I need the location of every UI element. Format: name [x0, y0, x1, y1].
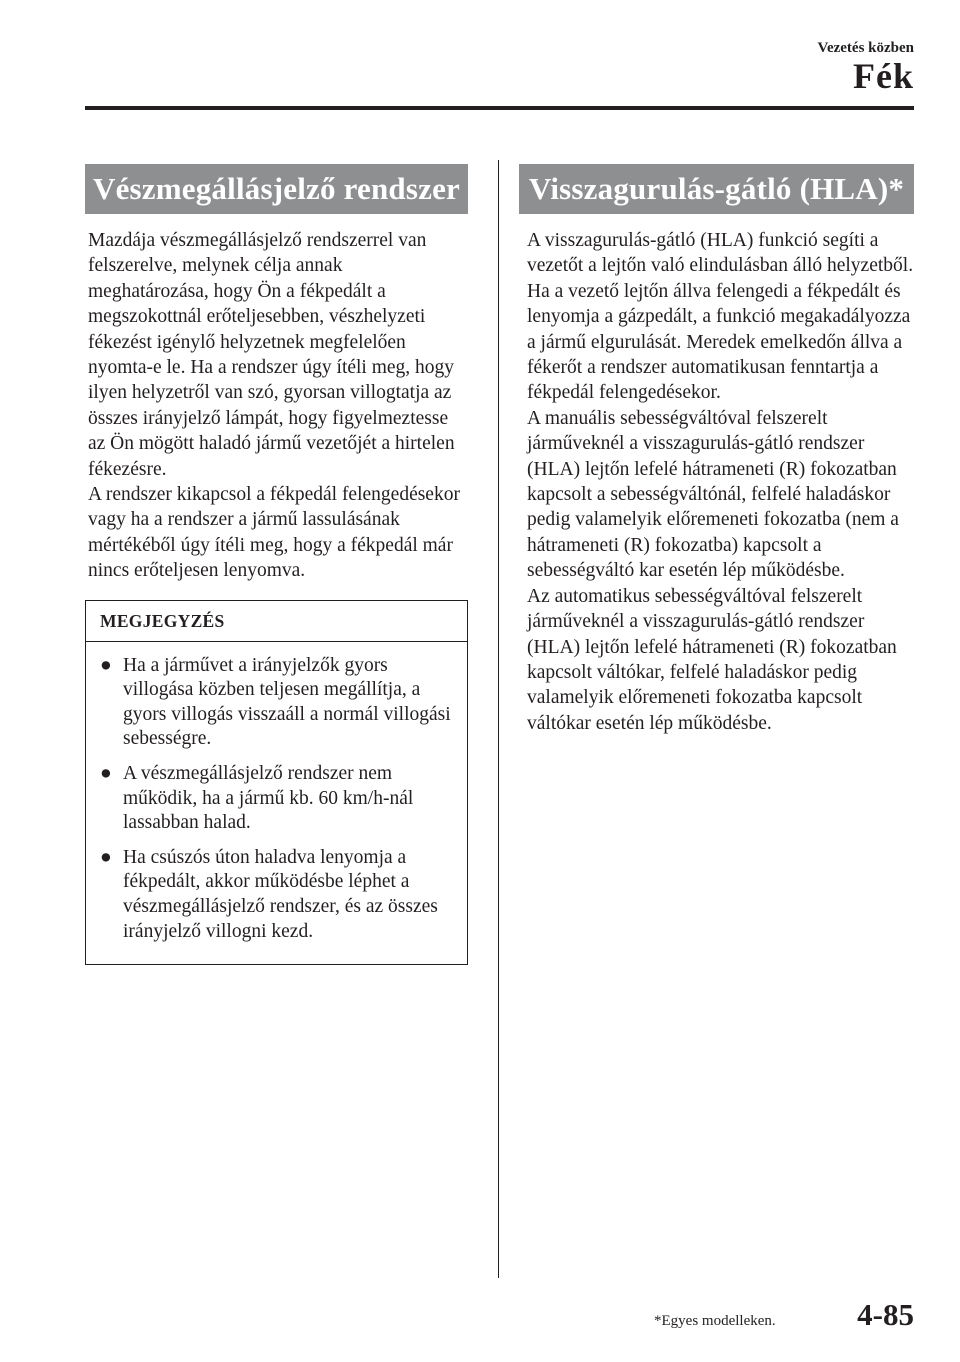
note-item: [100, 654, 453, 752]
bullet-icon: ●: [100, 654, 112, 676]
section-name: Vezetés közben: [817, 40, 914, 56]
paragraph: Mazdája vészmegállásjelző rendszerrel van felszerelve, melynek célja annak meghatározása, hogy Ön a fékpedált a megszokottnál erőteljesebben, vészhelyzeti fékezést igénylő helyzetnek megfelelően nyomta-e le. Ha a rendszer úgy ítéli meg, hogy ilyen helyzetről van szó, gyorsan villogtatja az összes irányjelző lámpát, hogy figyelmeztesse az Ön mögött haladó jármű vezetőjét a hirtelen fékezésre.: [88, 230, 455, 480]
bullet-icon: ●: [100, 846, 112, 868]
note-item-text: Ha csúszós úton haladva lenyomja a fékpedált, akkor működésbe léphet a vészmegállásjelző rendszer, és az összes irányjelző villogni kezd.: [123, 846, 438, 942]
paragraph: Az automatikus sebességváltóval felszerelt járműveknél a visszagurulás-gátló rendszer (HLA) lejtőn lefelé hátrameneti (R) fokozatban kapcsolt váltókar, felfelé haladáskor pedig valamelyik előremeneti fokozatba kapcsolt váltókar esetén lép működésbe.: [527, 585, 897, 734]
footnote: *Egyes modelleken.: [654, 1313, 776, 1329]
section-heading: Vészmegállásjelző rendszer: [85, 164, 468, 214]
note-box: [85, 600, 468, 966]
page-number: 4-85: [857, 1297, 914, 1332]
section-heading: Visszagurulás-gátló (HLA)*: [519, 164, 914, 214]
note-item-text: Ha a járművet a irányjelzők gyors villogása közben teljesen megállítja, a gyors villogás visszaáll a normál villogási sebességre.: [123, 654, 451, 750]
paragraph: A manuális sebességváltóval felszerelt járműveknél a visszagurulás-gátló rendszer (HLA) lejtőn lefelé hátrameneti (R) fokozatban kapcsolt a sebességváltónál, felfelé haladáskor pedig valamelyik előremeneti fokozatba (nem a hátrameneti (R) fokozatba) kapcsolt a sebességváltó kar esetén lép működésbe.: [527, 407, 899, 582]
header-rule: [85, 106, 914, 110]
bullet-icon: ●: [100, 763, 112, 785]
note-item-text: A vészmegállásjelző rendszer nem működik, ha a jármű kb. 60 km/h-nál lassabban halad.: [123, 763, 414, 834]
page-title: Fék: [853, 56, 914, 96]
column-divider: [498, 160, 499, 1278]
note-item: [100, 762, 453, 836]
note-title: MEGJEGYZÉS: [86, 601, 467, 642]
note-list: [86, 642, 467, 965]
section-body: [519, 228, 914, 736]
section-body: [85, 228, 468, 584]
paragraph: A visszagurulás-gátló (HLA) funkció segíti a vezetőt a lejtőn való elindulásban álló helyzetből. Ha a vezető lejtőn állva felengedi a fékpedált és lenyomja a gázpedált, a funkció megakadályozza a jármű elgurulását. Meredek emelkedőn állva a fékerőt a rendszer automatikusan fenntartja a fékpedál felengedésekor.: [527, 230, 914, 404]
note-item: [100, 846, 453, 944]
paragraph: A rendszer kikapcsol a fékpedál felengedésekor vagy ha a rendszer a jármű lassulásának mértékéből úgy ítéli meg, hogy a fékpedál már nincs erőteljesen lenyomva.: [88, 484, 460, 582]
hill-launch-assist-section: [519, 164, 914, 736]
emergency-stop-signal-section: [85, 164, 468, 965]
